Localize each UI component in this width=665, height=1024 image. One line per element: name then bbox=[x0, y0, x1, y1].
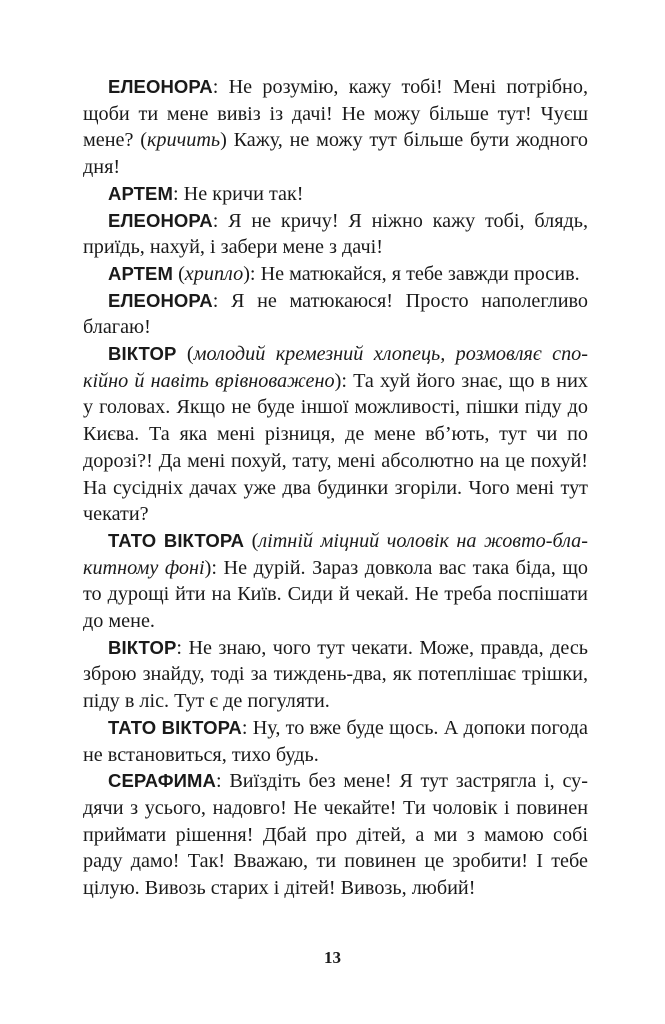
speaker-name: АРТЕМ bbox=[108, 182, 174, 204]
line-text: : Ну, то вже буде щось. А допоки погода не встановиться, тихо будь. bbox=[83, 716, 589, 766]
line-text: ( bbox=[176, 343, 194, 366]
line-text: ( bbox=[173, 262, 185, 285]
line-text-continued: ): Та хуй його знає, що в них у головах. Якщо не буде іншої можливості, пішки піду до Києва. Та яка мені різниця, де мене вб’ють, тут чи по дорозі?! Да мені похуй, тату, мені абсолютно на це похуй! На сусідніх дачах уже два будинки згоріли. Чого мені тут чекати? bbox=[83, 369, 589, 526]
dialogue-line bbox=[83, 261, 588, 288]
line-text: ( bbox=[244, 529, 259, 552]
stage-direction: хрипло bbox=[184, 262, 244, 285]
stage-direction: літній міцний чоловік на жовто-блакитному фоні bbox=[83, 529, 588, 579]
speaker-name: ТАТО ВІКТОРА bbox=[108, 529, 245, 551]
line-text-continued: ) Кажу, не можу тут більше бути жодного дня! bbox=[83, 129, 588, 179]
stage-direction: молодий кремезний хлопець, розмовляє спокійно й навіть врівноважено bbox=[83, 343, 588, 392]
line-text: : Виїздіть без мене! Я тут застрягла і, судячи з усього, надовго! Не чекайте! Ти чоловік і повинен приймати рішення! Дбай про дітей, а ми з мамою собі раду дамо! Так! Вважаю, ти повинен це зробити! І тебе цілую. Вивозь старих і дітей! Вивозь, любий! bbox=[83, 770, 588, 900]
line-text: : Не розумію, кажу тобі! Мені потрібно, щоби ти мене вивіз із дачі! Не можу більше тут! Чуєш мене? ( bbox=[83, 76, 588, 152]
dialogue-line bbox=[83, 635, 588, 715]
speaker-name: ВІКТОР bbox=[108, 636, 177, 658]
speaker-name: ЕЛЕОНОРА bbox=[108, 289, 213, 311]
line-text: : Я не кричу! Я ніжно кажу тобі, блядь, приїдь, нахуй, і забери мене з дачі! bbox=[83, 209, 588, 259]
stage-direction: кричить bbox=[146, 129, 221, 152]
page-number: 13 bbox=[324, 948, 341, 967]
dialogue-line bbox=[83, 341, 588, 528]
line-text: : Не кричи так! bbox=[173, 182, 304, 205]
speaker-name: ЕЛЕОНОРА bbox=[108, 209, 213, 231]
dialogue-line bbox=[83, 528, 588, 635]
line-text-continued: ): Не матюкайся, я тебе завжди просив. bbox=[243, 262, 580, 285]
speaker-name: ВІКТОР bbox=[108, 343, 177, 365]
dialogue-line bbox=[83, 74, 588, 181]
play-text bbox=[83, 74, 588, 902]
speaker-name: ТАТО ВІКТОРА bbox=[108, 716, 242, 738]
dialogue-line bbox=[83, 208, 588, 261]
speaker-name: СЕРАФИМА bbox=[108, 770, 216, 792]
speaker-name: ЕЛЕОНОРА bbox=[108, 76, 213, 97]
dialogue-line bbox=[83, 768, 588, 902]
dialogue-line bbox=[83, 715, 588, 768]
line-text: : Не знаю, чого тут чекати. Може, правда, десь зброю знайду, тоді за тиждень-два, як потеплішає трішки, піду в ліс. Тут є де погуляти. bbox=[83, 636, 588, 713]
line-text-continued: ): Не дурій. Зараз довкола вас така біда, що то дурощі йти на Київ. Сиди й чекай. Не треба поспішати до мене. bbox=[83, 556, 588, 633]
dialogue-line bbox=[83, 288, 588, 341]
line-text: : Я не матюкаюся! Просто наполегливо благаю! bbox=[83, 289, 588, 339]
dialogue-line bbox=[83, 181, 588, 208]
speaker-name: АРТЕМ bbox=[108, 262, 174, 284]
